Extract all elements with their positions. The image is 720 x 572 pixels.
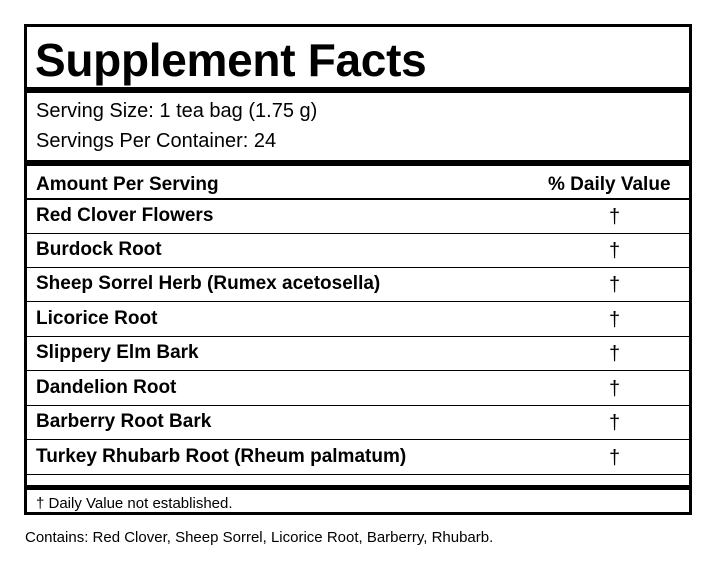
daily-value-mark: † (609, 274, 621, 296)
thick-divider (27, 485, 689, 490)
daily-value-mark: † (609, 412, 621, 434)
ingredient-row (27, 268, 689, 302)
servings-per-container: Servings Per Container: 24 (36, 130, 277, 152)
thick-divider (27, 160, 689, 166)
ingredient-name: Burdock Root (36, 239, 162, 260)
allergen-contains-statement: Contains: Red Clover, Sheep Sorrel, Licorice Root, Barberry, Rhubarb. (25, 529, 494, 546)
ingredient-row (27, 200, 689, 234)
ingredient-row (27, 234, 689, 268)
supplement-facts-panel (24, 24, 692, 515)
ingredient-row (27, 303, 689, 337)
thick-divider (27, 87, 689, 93)
ingredient-row (27, 337, 689, 371)
daily-value-mark: † (609, 206, 621, 228)
daily-value-mark: † (609, 343, 621, 365)
ingredient-row (27, 441, 689, 475)
amount-per-serving-header: Amount Per Serving (36, 174, 219, 195)
ingredient-row (27, 406, 689, 440)
ingredient-name: Red Clover Flowers (36, 205, 214, 226)
serving-size: Serving Size: 1 tea bag (1.75 g) (36, 100, 318, 122)
daily-value-mark: † (609, 309, 621, 331)
ingredient-row (27, 372, 689, 406)
daily-value-mark: † (609, 378, 621, 400)
daily-value-mark: † (609, 240, 621, 262)
ingredient-name: Dandelion Root (36, 377, 177, 398)
ingredient-name: Slippery Elm Bark (36, 342, 199, 363)
daily-value-mark: † (609, 447, 621, 469)
ingredient-name: Barberry Root Bark (36, 411, 212, 432)
panel-title: Supplement Facts (35, 34, 427, 86)
ingredient-name: Licorice Root (36, 308, 158, 329)
ingredient-name: Sheep Sorrel Herb (Rumex acetosella) (36, 273, 381, 294)
daily-value-header: % Daily Value (548, 174, 671, 195)
footnote: † Daily Value not established. (36, 495, 233, 512)
ingredient-name: Turkey Rhubarb Root (Rheum palmatum) (36, 446, 407, 467)
blank-row (27, 472, 689, 484)
